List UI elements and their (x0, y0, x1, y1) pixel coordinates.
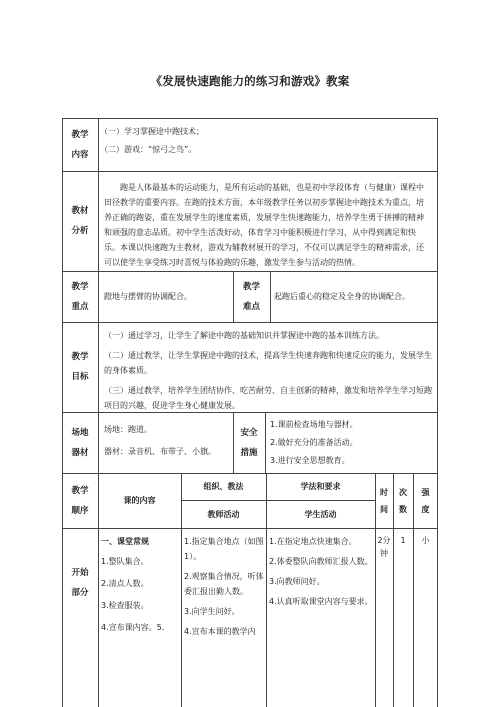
venue-label-line2: 器材 (71, 447, 89, 458)
content-label (62, 118, 98, 171)
safety-item: 3.进行安全思想教育。 (270, 456, 350, 465)
start-student-item: 4.认真听取课堂内容与要求。 (269, 597, 373, 606)
intensity-header (413, 473, 438, 528)
start-student-item: 1.在指定地点快速集合。 (269, 537, 357, 546)
goals-cell (104, 328, 434, 418)
start-content-item: 4.宣布课内容。5. (101, 623, 165, 632)
difficulty-value: 起跑后重心的稳定及全身的协调配合。 (274, 291, 410, 301)
analysis-label-line1: 教材 (71, 206, 89, 216)
safety-label-line1: 安全 (240, 427, 258, 438)
sequence-label (62, 473, 98, 528)
time-header (375, 473, 393, 528)
difficulty-label-line2: 难点 (242, 301, 260, 312)
start-label-line1: 开始 (71, 568, 89, 578)
start-content-item: 2.清点人数。 (101, 579, 149, 588)
key-points-label-line2: 重点 (71, 301, 89, 312)
venue-site: 场地：跑道。 (104, 425, 152, 434)
safety-cell (270, 416, 436, 470)
content-cell (100, 124, 434, 158)
safety-item: 1.课前检查场地与器材。 (270, 420, 358, 429)
goals-label (62, 322, 98, 412)
start-student-item: 2.体委整队向教师汇报人数。 (269, 557, 373, 566)
time-header-line1: 时 (380, 487, 388, 497)
col-divider (98, 118, 99, 707)
start-content-item: 1.整队集合。 (101, 557, 149, 566)
org-header: 组织、教法 (203, 482, 244, 491)
row-divider (62, 171, 438, 172)
venue-equipment: 器材：录音机、布带子、小旗。 (104, 447, 216, 456)
student-header: 学生活动 (304, 509, 337, 519)
key-points-label (62, 271, 98, 322)
goal-item: （一）通过学习，让学生了解途中跑的基础知识并掌握途中跑的基本训练方法。 (104, 331, 384, 340)
content-header: 课的内容 (123, 496, 156, 505)
count-header-line2: 数 (399, 504, 407, 514)
difficulty-label (233, 271, 270, 322)
safety-label (233, 412, 265, 473)
analysis-label-line2: 分析 (71, 226, 89, 236)
start-student-item: 3.向教师问好。 (269, 577, 325, 586)
start-teacher-item: 4.宣布本课的教学内 (184, 627, 256, 636)
count-header-line1: 次 (399, 487, 407, 497)
start-time: 2分钟 (377, 536, 391, 558)
start-label (62, 528, 98, 638)
start-intensity: 小 (421, 536, 430, 545)
start-teacher-item: 3.向学生问好。 (184, 607, 240, 616)
analysis-label (62, 171, 98, 271)
time-header-line2: 间 (380, 504, 388, 514)
analysis-text: 跑是人体最基本的运动能力，是所有运动的基础，也是初中学段体育（与健康）课程中田径教学的重要内容。在跑的技术方面，本年级教学任务以初步掌握途中跑技术为重点，培养正确的跑姿，重在发展学生的速度素质，发展学生快速跑能力，培养学生勇于拼搏的精神和顽强的意志品质。初中学生活泼好动，体育学习中能积极进行学习，从中得到满足和快乐。本课以快速跑为主教材，游戏为辅教材展开的学习，不仅可以满足学生的精神需求，还可以使学生享受练习时喜悦与体验跑的乐趣，激发学生参与活动的热情。 (104, 183, 424, 267)
start-label-line2: 部分 (71, 588, 89, 598)
teacher-header: 教师活动 (207, 509, 240, 519)
goal-item: （二）通过教学，让学生掌握途中跑的技术，提高学生快速奔跑和快速反应的能力，发展学生的身体素质。 (104, 351, 432, 375)
row-divider (62, 322, 438, 323)
col-divider (270, 271, 271, 322)
start-teacher-cell (184, 534, 264, 639)
start-teacher-item: 2.观察集合情况，听体委汇报出勤人数。 (184, 572, 264, 596)
start-student-cell (269, 534, 373, 609)
intensity-header-line2: 度 (421, 504, 430, 514)
start-content-item: 3.检查服装。 (101, 601, 149, 610)
study-header: 学法和要求 (300, 482, 341, 491)
sequence-label-line1: 教学 (71, 485, 89, 496)
content-item: （二）游戏：“惊弓之鸟”。 (100, 145, 197, 154)
goals-label-line1: 教学 (71, 352, 89, 362)
difficulty-label-line1: 教学 (242, 281, 260, 292)
safety-label-line2: 措施 (240, 447, 258, 458)
row-divider (62, 528, 438, 529)
content-label-line2: 内容 (71, 149, 89, 160)
sequence-label-line2: 顺序 (71, 505, 89, 516)
col-divider (265, 412, 266, 473)
difficulty-text (274, 271, 436, 322)
content-label-line1: 教学 (71, 129, 89, 140)
start-count: 1 (400, 536, 406, 545)
content-item: （一）学习掌握途中跑技术； (100, 127, 204, 136)
count-header (393, 473, 413, 528)
key-points-value: 蹬地与摆臂的协调配合。 (104, 291, 192, 301)
venue-cell (104, 422, 232, 460)
intensity-header-line1: 强 (421, 487, 430, 497)
start-teacher-item: 1.指定集合地点（如图1）。 (184, 537, 264, 561)
goals-label-line2: 目标 (71, 372, 89, 382)
goal-item: （三）通过教学，培养学生团结协作、吃苦耐劳、自主创新的精神，激发和培养学生学习短跑项目的兴趣，促进学生身心健康发展。 (104, 386, 432, 410)
venue-label (62, 412, 98, 473)
page-title: 《发展快速跑能力的练习和游戏》教案 (150, 74, 350, 88)
start-content-title: 一、课堂常规 (101, 537, 149, 546)
safety-item: 2.做好充分的准备活动。 (270, 438, 358, 447)
key-points-text (104, 271, 232, 322)
key-points-label-line1: 教学 (71, 281, 89, 292)
venue-label-line1: 场地 (71, 427, 89, 438)
start-content-cell (101, 534, 179, 636)
